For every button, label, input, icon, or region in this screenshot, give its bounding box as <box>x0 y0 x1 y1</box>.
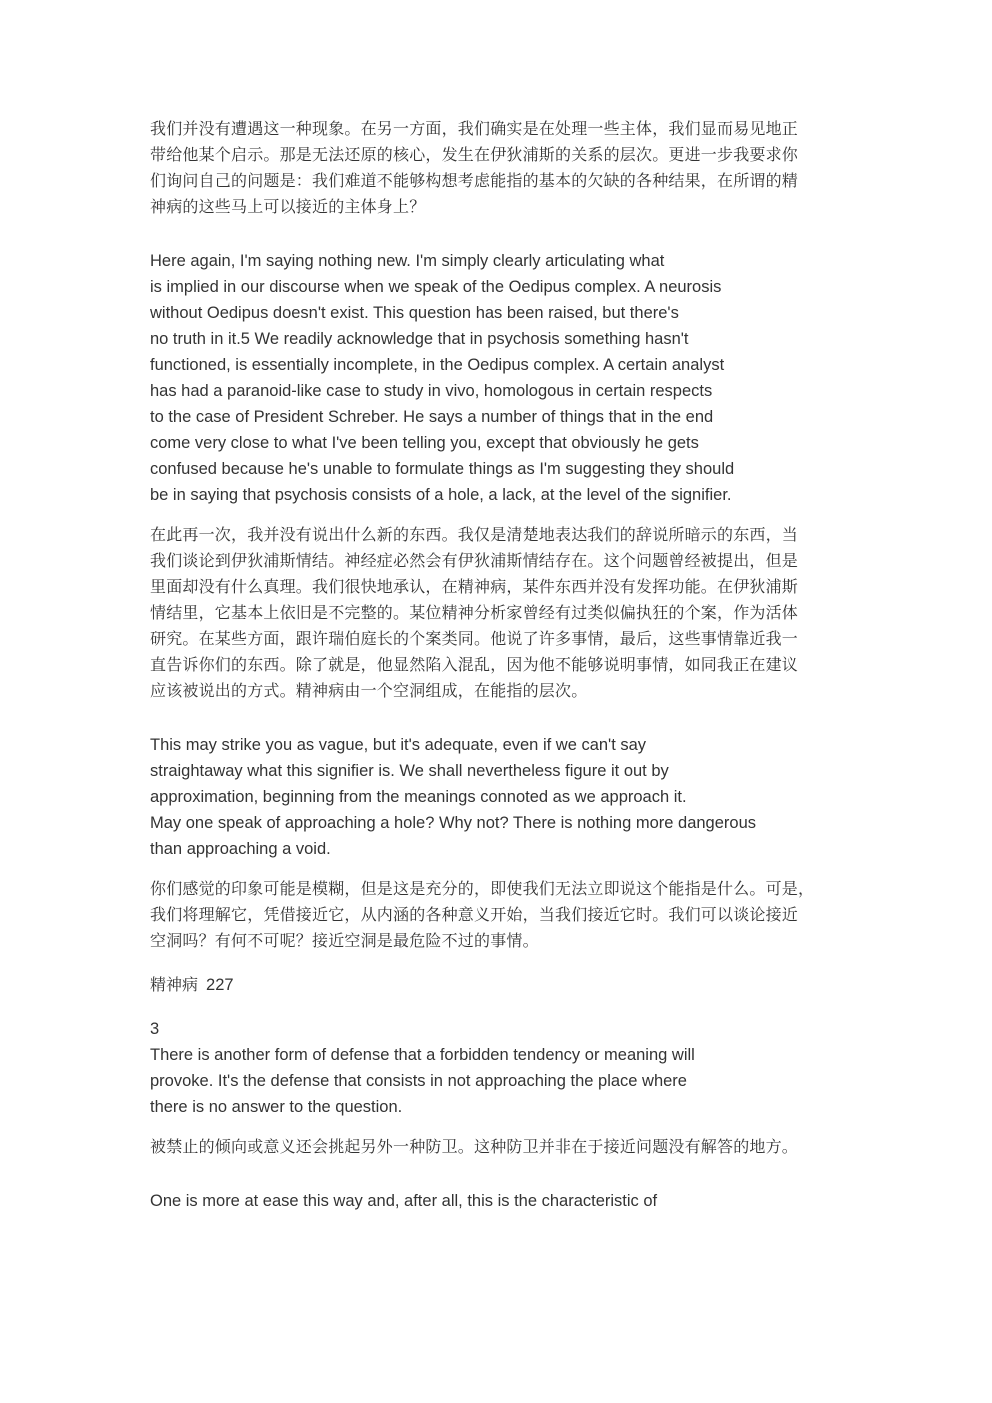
spacer <box>150 954 850 972</box>
spacer <box>150 998 850 1016</box>
text-line: functioned, is essentially incomplete, in the Oedipus complex. A certain analyst <box>150 356 725 374</box>
text-line: May one speak of approaching a hole? Why not? There is nothing more dangerous <box>150 814 756 832</box>
text-line: without Oedipus doesn't exist. This question has been raised, but there's <box>150 304 679 322</box>
text-line: be in saying that psychosis consists of a hole, a lack, at the level of the signifier. <box>150 486 732 504</box>
spacer <box>150 862 850 876</box>
text-line: 研究。在某些方面，跟许瑞伯庭长的个案类同。他说了许多事情，最后，这些事情靠近我一 <box>150 629 799 648</box>
paragraph-en-2 <box>150 732 850 862</box>
text-line: no truth in it.5 We readily acknowledge that in psychosis something hasn't <box>150 330 689 348</box>
running-header <box>150 972 850 998</box>
text-line: One is more at ease this way and, after all, this is the characteristic of <box>150 1192 658 1210</box>
text-line: approximation, beginning from the meanings connoted as we approach it. <box>150 788 687 806</box>
text-line: has had a paranoid-like case to study in vivo, homologous in certain respects <box>150 382 713 400</box>
text-line: to the case of President Schreber. He says a number of things that in the end <box>150 408 714 426</box>
text-line: 情结里，它基本上依旧是不完整的。某位精神分析家曾经有过类似偏执狂的个案，作为活体 <box>150 603 799 622</box>
paragraph-en-3 <box>150 1042 850 1120</box>
text-line: This may strike you as vague, but it's adequate, even if we can't say <box>150 736 647 754</box>
text-line: 们询问自己的问题是：我们难道不能够构想考虑能指的基本的欠缺的各种结果，在所谓的精 <box>150 171 799 190</box>
spacer <box>150 220 850 248</box>
text-line: Here again, I'm saying nothing new. I'm simply clearly articulating what <box>150 252 665 270</box>
text-line: is implied in our discourse when we speak of the Oedipus complex. A neurosis <box>150 278 722 296</box>
text-line: 我们将理解它，凭借接近它，从内涵的各种意义开始，当我们接近它时。我们可以谈论接近 <box>150 905 799 924</box>
text-line: 神病的这些马上可以接近的主体身上？ <box>150 197 426 216</box>
text-line: confused because he's unable to formulate things as I'm suggesting they should <box>150 460 735 478</box>
text-line: 我们并没有遭遇这一种现象。在另一方面，我们确实是在处理一些主体，我们显而易见地正 <box>150 119 799 138</box>
text-line: 直告诉你们的东西。除了就是，他显然陷入混乱，因为他不能够说明事情，如同我正在建议 <box>150 655 799 674</box>
section-number: 3 <box>150 1020 160 1038</box>
paragraph-zh-2 <box>150 522 844 704</box>
text-line: come very close to what I've been telling you, except that obviously he gets <box>150 434 699 452</box>
document-page <box>150 116 850 1214</box>
spacer <box>150 508 850 522</box>
text-line: there is no answer to the question. <box>150 1098 403 1116</box>
text-line: provoke. It's the defense that consists in not approaching the place where <box>150 1072 687 1090</box>
text-line: 我们谈论到伊狄浦斯情结。神经症必然会有伊狄浦斯情结存在。这个问题曾经被提出，但是 <box>150 551 799 570</box>
text-line: straightaway what this signifier is. We shall nevertheless figure it out by <box>150 762 669 780</box>
text-line: 空洞吗？有何不可呢？接近空洞是最危险不过的事情。 <box>150 931 539 950</box>
text-line: 里面却没有什么真理。我们很快地承认，在精神病，某件东西并没有发挥功能。在伊狄浦斯 <box>150 577 799 596</box>
text-line: 带给他某个启示。那是无法还原的核心，发生在伊狄浦斯的关系的层次。更进一步我要求你 <box>150 145 799 164</box>
paragraph-zh-1 <box>150 116 844 220</box>
text-line: than approaching a void. <box>150 840 331 858</box>
text-line: There is another form of defense that a forbidden tendency or meaning will <box>150 1046 695 1064</box>
spacer <box>150 704 850 732</box>
paragraph-en-1 <box>150 248 850 508</box>
paragraph-zh-3 <box>150 876 844 954</box>
page-number: 227 <box>206 976 234 994</box>
spacer <box>150 1160 850 1188</box>
text-line: 在此再一次，我并没有说出什么新的东西。我仅是清楚地表达我们的辞说所暗示的东西，当 <box>150 525 799 544</box>
text-line: 你们感觉的印象可能是模糊，但是这是充分的，即使我们无法立即说这个能指是什么。可是， <box>150 879 815 898</box>
running-header-title: 精神病 <box>150 975 199 994</box>
spacer <box>150 1120 850 1134</box>
text-line: 被禁止的倾向或意义还会挑起另外一种防卫。这种防卫并非在于接近问题没有解答的地方。 <box>150 1137 799 1156</box>
paragraph-en-4 <box>150 1188 850 1214</box>
paragraph-zh-4 <box>150 1134 844 1160</box>
text-line: 应该被说出的方式。精神病由一个空洞组成，在能指的层次。 <box>150 681 588 700</box>
